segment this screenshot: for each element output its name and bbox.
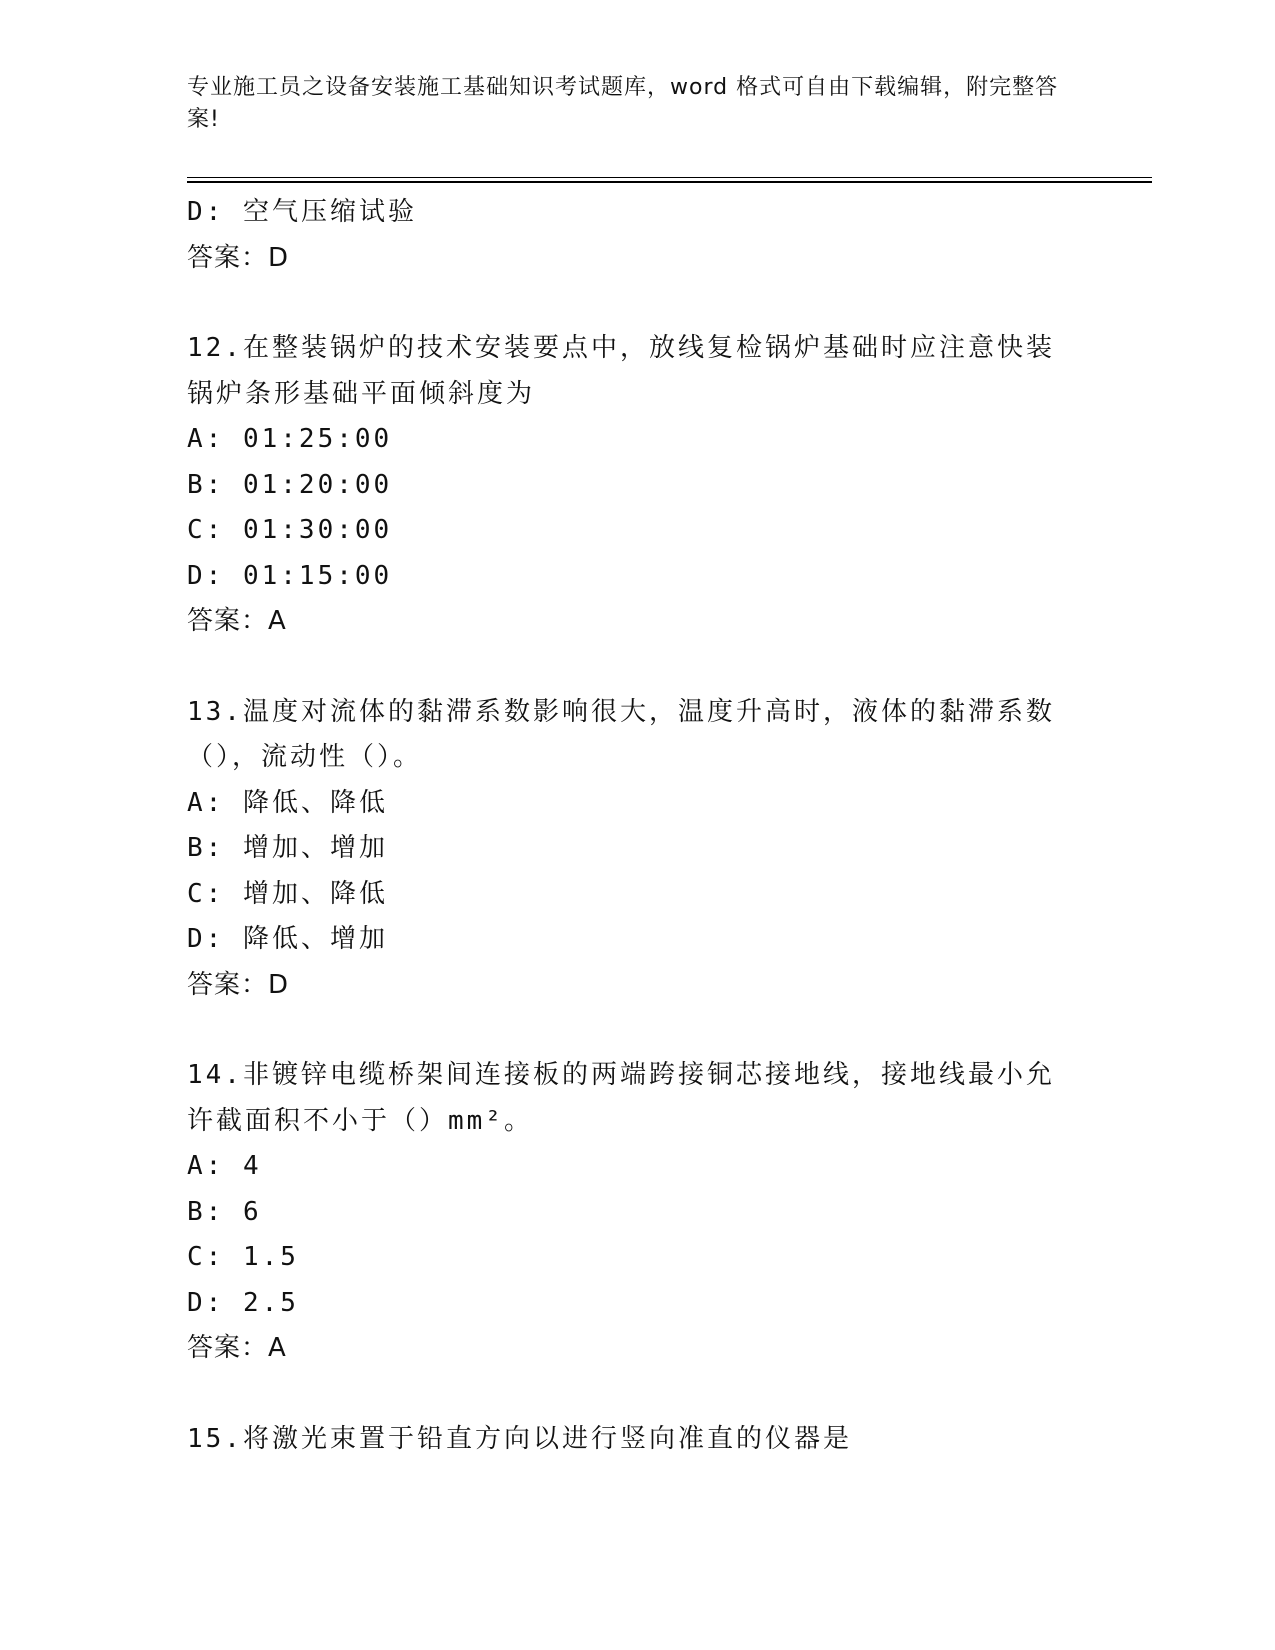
previous-question-fragment	[187, 190, 1087, 281]
question-13	[187, 690, 1087, 1009]
option-d: D: 01:15:00	[187, 560, 393, 591]
document-body	[187, 190, 1087, 1462]
answer-line: 答案：A	[187, 606, 287, 636]
option-c: C: 01:30:00	[187, 515, 393, 545]
question-text: 12.在整装锅炉的技术安装要点中，放线复检锅炉基础时应注意快装锅炉条形基础平面倾斜度为	[187, 333, 1055, 409]
question-text: 13.温度对流体的黏滞系数影响很大，温度升高时，液体的黏滞系数（），流动性（）。	[187, 696, 1055, 772]
option-d: D: 降低、增加	[187, 924, 388, 954]
option-b: B: 增加、增加	[187, 833, 388, 863]
answer-line: 答案：D	[187, 242, 290, 273]
option-a: A: 降低、降低	[187, 787, 388, 818]
option-a: A: 01:25:00	[187, 424, 393, 454]
question-14	[187, 1053, 1087, 1372]
header-rule-bottom	[187, 181, 1152, 183]
option-d: D: 2.5	[187, 1287, 299, 1318]
question-12	[187, 326, 1087, 645]
document-header-title: 专业施工员之设备安装施工基础知识考试题库，word 格式可自由下载编辑，附完整答案!	[187, 75, 1059, 132]
question-text: 15.将激光束置于铅直方向以进行竖向准直的仪器是	[187, 1423, 852, 1454]
question-15	[187, 1417, 1087, 1463]
option-c: C: 增加、降低	[187, 878, 388, 909]
header-rule-top	[187, 177, 1152, 178]
answer-line: 答案：D	[187, 969, 290, 1000]
question-text: 14.非镀锌电缆桥架间连接板的两端跨接铜芯接地线，接地线最小允许截面积不小于（）mm²。	[187, 1060, 1055, 1136]
option-d: D: 空气压缩试验	[187, 197, 417, 227]
option-a: A: 4	[187, 1151, 262, 1181]
answer-line: 答案：A	[187, 1333, 287, 1363]
option-b: B: 6	[187, 1196, 262, 1227]
option-b: B: 01:20:00	[187, 469, 393, 500]
option-c: C: 1.5	[187, 1242, 299, 1272]
